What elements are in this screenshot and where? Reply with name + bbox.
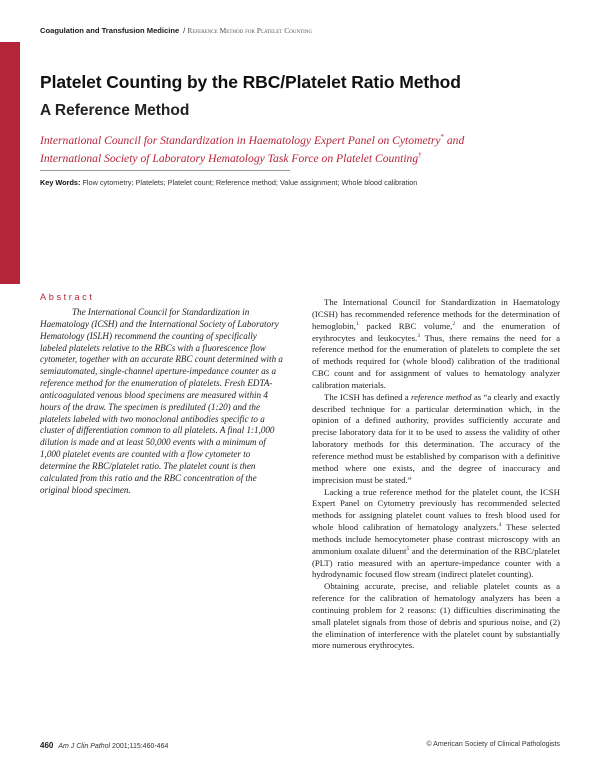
author-icsh-mark: * — [440, 133, 444, 141]
author-islh: International Society of Laboratory Hematology Task Force on Platelet Counting — [40, 151, 419, 165]
body-p1-text-d: Thus, there remains the need for a reference method for the enumeration of platelets to complete the set of methods required for (whole blood) calibration of the traditional CBC count and for assignment of values to hematology analyzer calibration materials. — [312, 332, 560, 390]
body-ref-4: 4 — [498, 522, 502, 529]
footer-copyright: © American Society of Clinical Pathologists — [426, 741, 560, 748]
body-paragraph-4: Obtaining accurate, precise, and reliable platelet counts as a reference for the calibration of hematology analyzers has been a continuing problem for 2 reasons: (1) difficulties discriminating the small platelet signals from those of debris and spurious noise, and (2) the elimination of interference with the platelet count by substantially more numerous erythrocytes. — [312, 581, 560, 651]
body-ref-2: 2 — [452, 320, 456, 327]
body-p1-text-b: packed RBC volume, — [358, 320, 453, 331]
running-head — [40, 26, 560, 35]
body-p1-text-c: and the enumeration of erythrocytes and leukocytes. — [312, 320, 560, 343]
footer-citation-detail: 2001;115:460-464 — [110, 743, 169, 750]
author-icsh: International Council for Standardization in Haematology Expert Panel on Cytometry — [40, 133, 441, 147]
body-ref-3: 3 — [417, 332, 420, 339]
footer-journal: Am J Clin Pathol — [58, 743, 111, 750]
keywords — [40, 178, 570, 187]
author-group — [40, 130, 560, 166]
footer-citation — [40, 741, 168, 750]
body-p3-text-b: These selected methods include hemocytometer phase contrast microscopy with an ammonium oxalate diluent — [312, 522, 560, 556]
abstract-heading: Abstract — [40, 292, 95, 302]
abstract-body-text: The International Council for Standardization in Haematology (ICSH) and the International Society of Laboratory Hematology (ISLH) recommend the counting of specifically labeled platelets relative to the RBCs with a fluorescence flow cytometer, together with an accurate RBC count determined with a semiautomated, single-channel aperture-impedance counter as a reference method for the enumeration of platelets. Fresh EDTA-anticoagulated venous blood specimens are measured within 4 hours of the draw. The specimen is prediluted (1:20) and the platelets labeled with two monoclonal antibodies specific to a cluster of differentiation common to all platelets. A final 1:1,000 dilution is made and at least 50,000 events with a minimum of 1,000 platelet events are counted with a flow cytometer to determine the RBC/platelet ratio. The platelet count is then calculated from this ratio and the RBC concentration of the original blood specimen. — [40, 307, 283, 495]
author-line-1 — [40, 130, 560, 148]
article-title: Platelet Counting by the RBC/Platelet Ratio Method — [40, 72, 461, 92]
abstract-text — [40, 307, 285, 497]
running-head-journal: Coagulation and Transfusion Medicine — [40, 26, 180, 35]
body-p1-text-a: The International Council for Standardization in Haematology (ICSH) has recommended reference methods for the determination of hemoglobin, — [312, 297, 560, 331]
body-paragraph-1 — [312, 297, 560, 392]
keywords-text: Flow cytometry; Platelets; Platelet count; Reference method; Value assignment; Whole blood calibration — [80, 178, 418, 187]
article-subtitle: A Reference Method — [40, 102, 190, 119]
keywords-label: Key Words: — [40, 178, 81, 187]
body-p2-emphasis: reference method — [411, 391, 472, 402]
body-ref-5: 5 — [406, 545, 410, 552]
page-number: 460 — [40, 741, 54, 750]
author-islh-mark: † — [418, 150, 422, 159]
author-line-2 — [40, 148, 560, 166]
body-p2-text-a: The ICSH has defined a — [324, 391, 412, 402]
body-p3-text-a: Lacking a true reference method for the platelet count, the ICSH Expert Panel on Cytometry previously has recommended selected methods for assigning platelet count values to fresh blood used for whole blood calibration of hematology analyzers. — [312, 486, 560, 533]
body-ref-1: 1 — [356, 320, 359, 327]
running-head-separator: / — [183, 26, 186, 35]
body-p2-text-b: as “a clearly and exactly described technique for a particular determination which, in the opinion of a defined authority, provides sufficiently accurate and precise laboratory data for it to be used to assess the validity of other laboratory methods for this determination. The accuracy of the reference method must be established by comparison with a definitive method where one exists, and the degree of inaccuracy and imprecision must be stated.” — [312, 391, 560, 485]
running-head-article: Reference Method for Platelet Counting — [187, 26, 313, 35]
header-divider — [40, 170, 290, 171]
body-column — [312, 297, 560, 652]
body-paragraph-2 — [312, 392, 560, 487]
body-p3-text-c: and the determination of the RBC/platelet (PLT) ratio measured with an aperture-impedance counter with a hydrodynamic focused flow stream (indirect platelet counting). — [312, 545, 560, 580]
side-color-bar — [0, 42, 20, 284]
body-paragraph-3 — [312, 487, 560, 582]
author-conjunction: and — [443, 133, 465, 147]
